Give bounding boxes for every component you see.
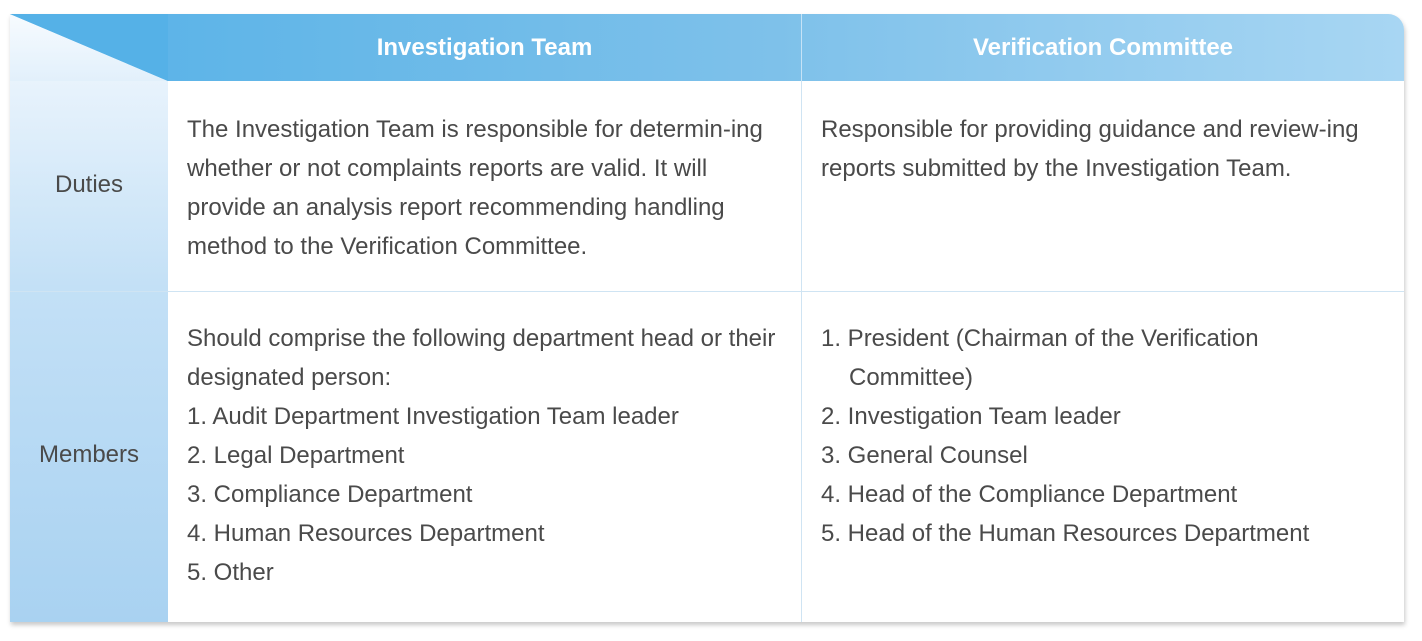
list-item: 5. Head of the Human Resources Department [821,520,1310,547]
list-item: 2. Investigation Team leader [821,403,1121,430]
members-list [821,319,1386,553]
list-item: 2. Legal Department [187,442,405,469]
list-item: 3. Compliance Department [187,481,473,508]
duties-verification-committee [821,110,1386,188]
list-item: 4. Head of the Compliance Department [821,481,1238,508]
members-intro: Should comprise the following department head or their designated person: [187,325,776,391]
duties-investigation-team-text: The Investigation Team is responsible for determin-ing whether or not complaints reports are valid. It will provide an analysis report recommending handling method to the Verification Committee. [187,116,763,260]
table-header [10,14,1404,81]
row-divider [10,291,1404,292]
list-item: 3. General Counsel [821,442,1028,469]
column-header-investigation-team: Investigation Team [376,34,593,61]
column-header-verification-committee: Verification Committee [972,34,1234,61]
list-item: 1. President (Chairman of the Verification Committee) [821,325,1259,391]
duties-verification-committee-text: Responsible for providing guidance and review-ing reports submitted by the Investigation Team. [821,116,1359,182]
comparison-table [10,14,1404,622]
column-divider [801,81,802,622]
members-verification-committee [821,319,1386,553]
list-item: 4. Human Resources Department [187,520,545,547]
list-item: 5. Other [187,559,274,586]
row-header-members: Members [38,441,140,468]
corner-cell [10,14,168,81]
row-header-duties: Duties [54,171,124,198]
members-investigation-team [187,319,787,592]
row-header-column [10,14,168,622]
duties-investigation-team [187,110,787,266]
list-item: 1. Audit Department Investigation Team leader [187,403,679,430]
